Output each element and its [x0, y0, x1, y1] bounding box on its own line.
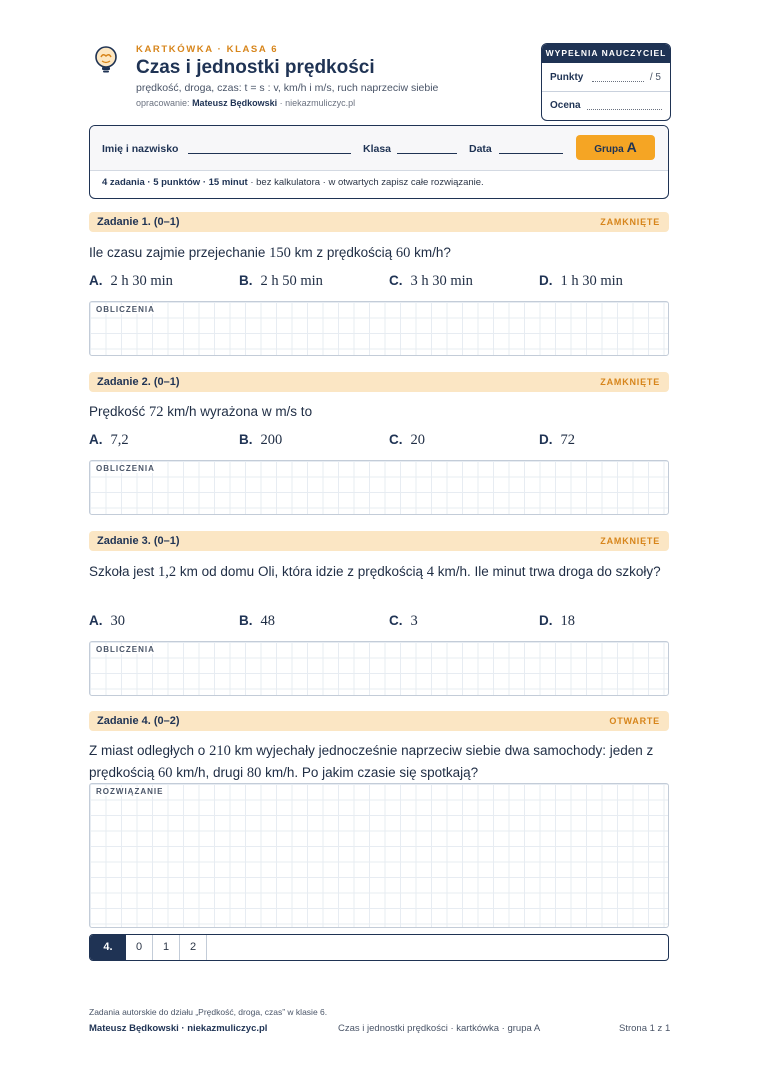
task-3-option-d[interactable]: D. 18: [539, 613, 575, 629]
teacher-box-divider: [542, 91, 670, 92]
test-info-rules: · bez kalkulatora · w otwartych zapisz całe rozwiązanie.: [247, 177, 484, 188]
grade-field[interactable]: [587, 109, 662, 110]
task-2-calculation-area[interactable]: [89, 460, 669, 515]
score-option-0[interactable]: 0: [126, 935, 153, 960]
class-label: Klasa: [363, 143, 392, 155]
score-option-1[interactable]: 1: [153, 935, 180, 960]
task-2-option-a[interactable]: A. 7,2: [89, 432, 129, 448]
task-4-title: Zadanie 4. (0–2): [97, 715, 180, 727]
task-1-calculation-area[interactable]: [89, 301, 669, 356]
footer-author: Mateusz Będkowski · niekazmuliczyc.pl: [89, 1023, 268, 1034]
task-1-question: Ile czasu zajmie przejechanie 150 km z prędkością 60 km/h?: [89, 245, 451, 261]
task-3-option-b[interactable]: B. 48: [239, 613, 275, 629]
group-label: Grupa: [594, 144, 624, 155]
task-4-solution-area[interactable]: [89, 783, 669, 928]
test-info: [102, 177, 484, 188]
score-task-number: 4.: [90, 935, 126, 960]
task-3-header: [89, 531, 669, 551]
task-1-option-c[interactable]: C. 3 h 30 min: [389, 273, 473, 289]
points-field[interactable]: [592, 81, 644, 82]
task-4-score-bar: [89, 934, 669, 961]
task-3-question: Szkoła jest 1,2 km od domu Oli, która idzie z prędkością 4 km/h. Ile minut trwa droga do szkoły?: [89, 564, 661, 580]
task-4-question: Z miast odległych o 210 km wyjechały jednocześnie naprzeciw siebie dwa samochody: jeden z prędkością 60 km/h, drugi 80 km/h. Po jakim czasie się spotkają?: [89, 743, 654, 781]
student-info-box: [89, 125, 669, 199]
worksheet-kicker: KARTKÓWKA · KLASA 6: [136, 44, 279, 55]
date-label: Data: [469, 143, 492, 155]
task-2-option-d[interactable]: D. 72: [539, 432, 575, 448]
teacher-box-title: WYPEŁNIA NAUCZYCIEL: [542, 44, 670, 63]
author-line: [136, 98, 355, 108]
footer-document-title: Czas i jednostki prędkości · kartkówka · grupa A: [338, 1023, 541, 1034]
task-3-type: ZAMKNIĘTE: [600, 536, 660, 546]
points-label: Punkty: [550, 72, 584, 83]
test-info-summary: 4 zadania · 5 punktów · 15 minut: [102, 177, 248, 188]
task-1-header: [89, 212, 669, 232]
footer-page-number: Strona 1 z 1: [619, 1023, 671, 1034]
author-name: Mateusz Będkowski: [192, 98, 278, 108]
task-3-calculation-label: OBLICZENIA: [96, 645, 155, 654]
task-4-solution-label: ROZWIĄZANIE: [96, 787, 164, 796]
task-3-option-a[interactable]: A. 30: [89, 613, 125, 629]
task-1-type: ZAMKNIĘTE: [600, 217, 660, 227]
group-badge: [576, 135, 655, 160]
task-2-option-c[interactable]: C. 20: [389, 432, 425, 448]
task-1-option-d[interactable]: D. 1 h 30 min: [539, 273, 623, 289]
page-title: Czas i jednostki prędkości: [136, 57, 375, 78]
task-1-option-b[interactable]: B. 2 h 50 min: [239, 273, 323, 289]
name-label: Imię i nazwisko: [102, 143, 179, 155]
task-3-title: Zadanie 3. (0–1): [97, 535, 180, 547]
task-4-header: [89, 711, 669, 731]
task-3-option-c[interactable]: C. 3: [389, 613, 418, 629]
task-2-option-b[interactable]: B. 200: [239, 432, 283, 448]
task-1-option-a[interactable]: A. 2 h 30 min: [89, 273, 173, 289]
grade-label: Ocena: [550, 100, 581, 111]
task-1-calculation-label: OBLICZENIA: [96, 305, 155, 314]
score-option-2[interactable]: 2: [180, 935, 207, 960]
date-field[interactable]: [499, 153, 563, 154]
author-prefix: opracowanie:: [136, 98, 190, 108]
task-2-question: Prędkość 72 km/h wyrażona w m/s to: [89, 404, 313, 420]
task-1-title: Zadanie 1. (0–1): [97, 216, 180, 228]
page-subtitle: prędkość, droga, czas: t = s : v, km/h i m/s, ruch naprzeciw siebie: [136, 82, 439, 94]
task-2-header: [89, 372, 669, 392]
footer-note: Zadania autorskie do działu „Prędkość, droga, czas” w klasie 6.: [89, 1007, 328, 1017]
task-4-type: OTWARTE: [609, 716, 660, 726]
name-field[interactable]: [188, 153, 351, 154]
author-site: · niekazmuliczyc.pl: [279, 98, 356, 108]
task-2-title: Zadanie 2. (0–1): [97, 376, 180, 388]
lightbulb-brain-logo-icon: [91, 44, 121, 74]
class-field[interactable]: [397, 153, 457, 154]
task-2-calculation-label: OBLICZENIA: [96, 464, 155, 473]
group-letter: A: [626, 139, 637, 155]
points-max: / 5: [649, 72, 661, 83]
student-fields-row: [90, 126, 668, 171]
task-3-calculation-area[interactable]: [89, 641, 669, 696]
task-2-type: ZAMKNIĘTE: [600, 377, 660, 387]
teacher-box: [541, 43, 671, 121]
